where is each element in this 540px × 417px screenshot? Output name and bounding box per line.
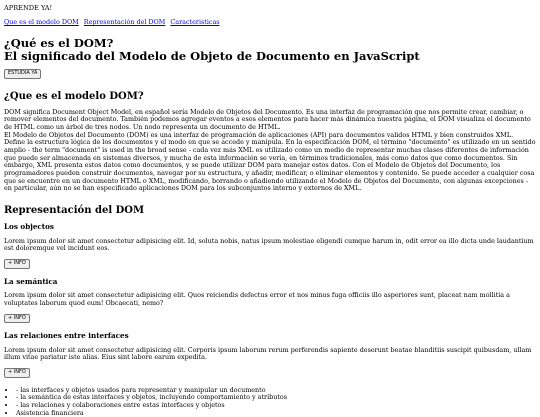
top-nav	[4, 19, 536, 27]
list-item: • - las interfaces y objetos usados para representar y manipular un documento	[16, 387, 536, 395]
about-paragraph-2: El Modelo de Objetos del Documento (DOM) es una interfaz de programación de aplicaciones (API) para documentos validos HTML y bien construidos XML. Define la estructura lógica de los documentos y el modo en que se accede y manipula. En la especificación DOM, el término "documento" es utilizado en un sentido amplio - the term "document" is used in the broad sense - cada vez más XML es utilizado como un medio de representar muchas clases diferentes de información que puede ser almacenada en sistemas diversos, y mucha de esta información se vería, en términos tradicionales, más como datos que como documentos. Sin embargo, XML presenta estos datos como documentos, y se puede utilizar DOM para manejar estos datos. Con el Modelo de Objetos del Documento, los programadores pueden construir documentos, navegar por su estructura, y añadir, modificar, o eliminar elementos y contenido. Se puede acceder a cualquier cosa que se encuentre en un documento HTML o XML, modificando, borrando o añadiendo utilizando el Modelo de Objetos del Documento, con algunas excepciones - en particular, aún no se han especificado aplicaciones DOM para los subconjuntos interno y externos de XML.	[4, 130, 536, 193]
info-button-relaciones[interactable]: + INFO	[4, 368, 30, 378]
list-item: • Asistencia financiera	[16, 410, 536, 417]
section-title-objectos: Los objectos	[4, 222, 54, 232]
nav-link-representacion[interactable]: Representación del DOM	[83, 17, 166, 26]
nav-link-caracteristicas[interactable]: Caracteristicas	[170, 17, 220, 26]
nav-link-dom[interactable]: Que es el modelo DOM	[4, 17, 79, 26]
section-text-semantica: Lorem ipsum dolor sit amet consectetur adipisicing elit. Quos reiciendis defectus error et nos minus fuga officiis illo asperiores sunt, placeat nam mollitia a voluptates laborum quod eum! Obcaecati, nemo?	[4, 291, 510, 307]
hero-title	[4, 37, 536, 63]
about-paragraph-1: DOM significa Document Object Model, en español sería Modelo de Objetos del Documento. Es una interfaz de programación que nos permite crear, cambiar, o remover elementos del documento. También podemos agregar eventos a esos elementos para hacer más dinámica nuestra página, el DOM visualiza el documento de HTML como un árbol de tres nodos. Un nodo representa un documento de HTML.	[4, 107, 531, 131]
section-title-relaciones: Las relaciones entre interfaces	[4, 331, 129, 341]
features-list	[4, 387, 536, 417]
estudia-ya-button[interactable]: ESTUDIA YA	[4, 69, 41, 79]
list-item: • - las relaciones y colaboraciones entre estas interfaces y objetos	[16, 402, 536, 410]
info-button-semantica[interactable]: + INFO	[4, 314, 30, 324]
list-item: • - la semántica de estas interfaces y objetos, incluyendo comportamiento y atributos	[16, 394, 536, 402]
section-text-relaciones: Lorem ipsum dolor sit amet consectetur adipisicing elit. Corporis ipsum laborum rerum perferendis sapiente deserunt beatae blanditiis suscipit quibusdam, ullam illum vitae pariatur iste alias. Eius sint labore earum expedita.	[4, 345, 532, 362]
hero-title-line2: El significado del Modelo de Objeto de Documento en JavaScript	[4, 48, 420, 63]
brand-title: APRENDE YA!	[4, 4, 53, 12]
section-text-objectos: Lorem ipsum dolor sit amet consectetur adipisicing elit. Id, soluta nobis, natus ipsum molestiae eligendi cumque harum in, odit error ea illo dicta unde laudantium est doloremque vel incidunt eos.	[4, 236, 534, 253]
section-title-semantica: La semántica	[4, 276, 58, 286]
hero-title-line1: ¿Qué es el DOM?	[4, 35, 114, 50]
about-heading: ¿Que es el modelo DOM?	[4, 90, 144, 102]
representation-heading: Representación del DOM	[4, 205, 145, 217]
info-button-objectos[interactable]: + INFO	[4, 259, 30, 269]
